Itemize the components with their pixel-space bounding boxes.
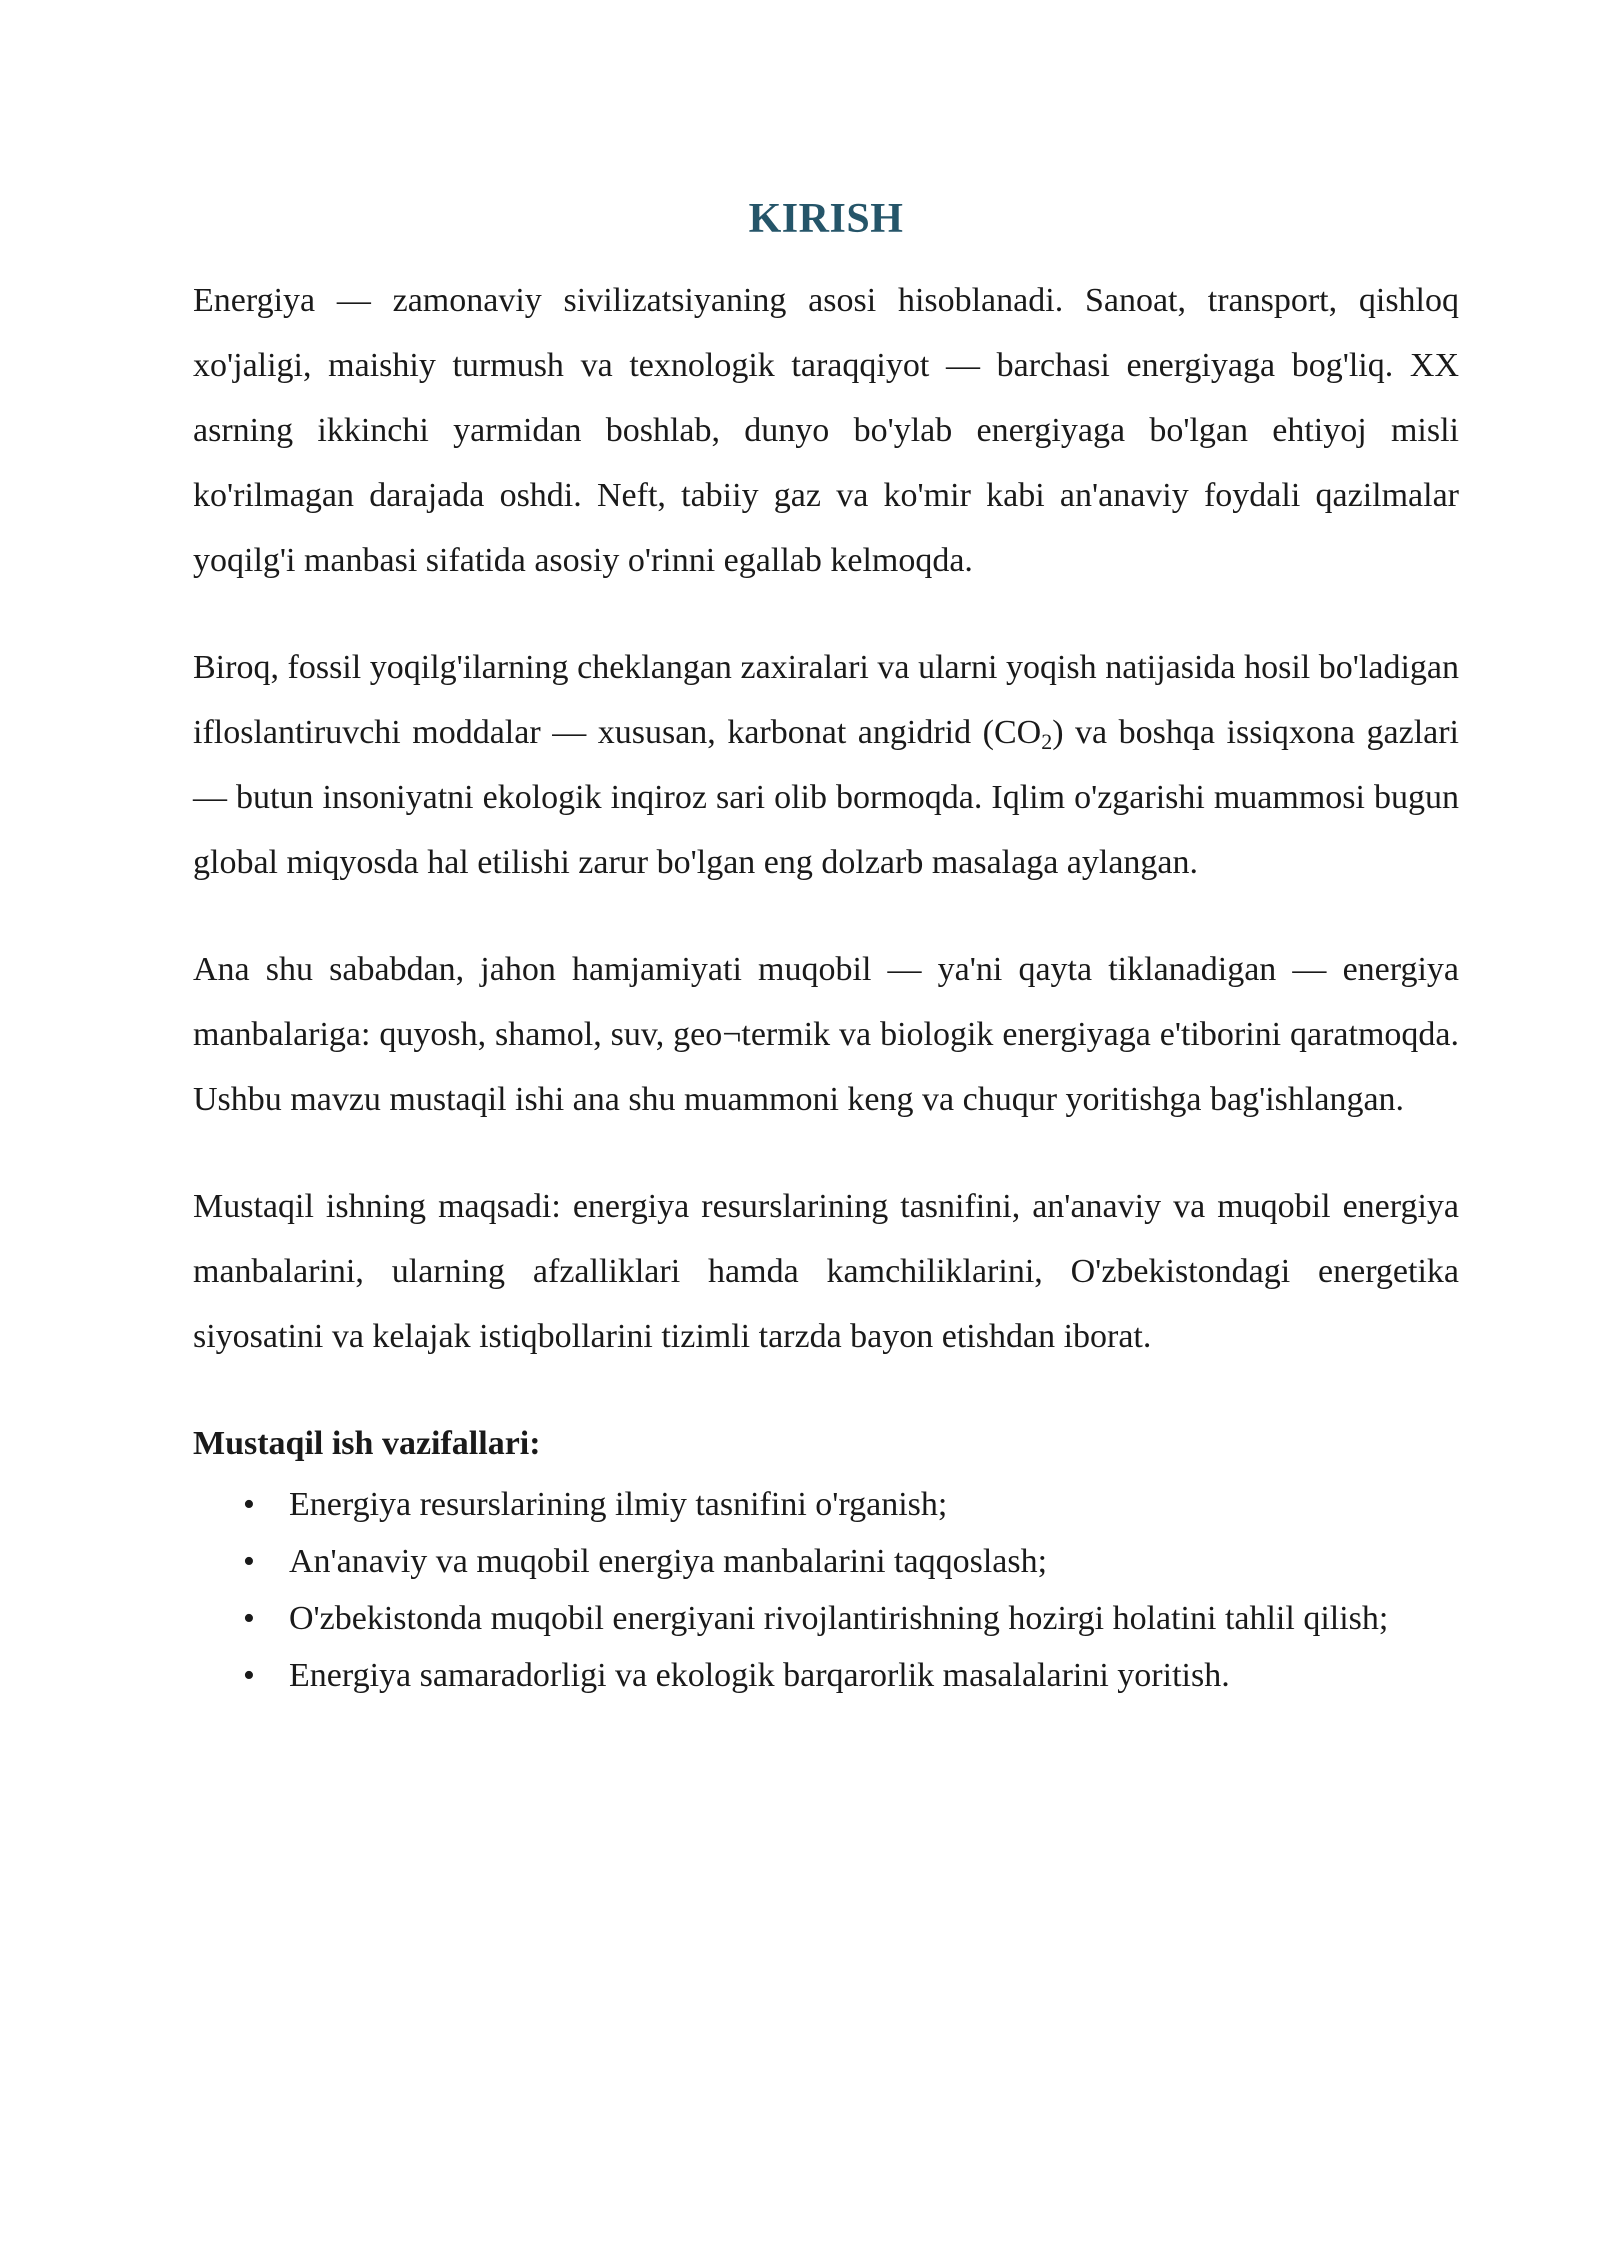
list-item (193, 1647, 1459, 1704)
bullet-icon: • (243, 1543, 255, 1580)
document-page (193, 190, 1459, 1704)
paragraph-intro: Energiya — zamonaviy sivilizatsiyaning asosi hisoblanadi. Sanoat, transport, qishloq xo'jaligi, maishiy turmush va texnologik taraqqiyot — barchasi energiyaga bog'liq. XX asrning ikkinchi yarmidan boshlab, dunyo bo'ylab energiyaga bo'lgan ehtiyoj misli ko'rilmagan darajada oshdi. Neft, tabiiy gaz va ko'mir kabi an'anaviy foydali qazilmalar yoqilg'i manbasi sifatida asosiy o'rinni egallab kelmoqda. (193, 282, 1459, 579)
task-text: Energiya resurslarining ilmiy tasnifini o'rganish; (289, 1486, 948, 1523)
bullet-icon: • (243, 1486, 255, 1523)
paragraph-fossil-fuels-part1: Biroq, fossil yoqilg'ilarning cheklangan zaxiralari va ularni yoqish natijasida hosil bo'ladigan ifloslantiruvchi moddalar — xususan, karbonat angidrid (CO (193, 649, 1459, 751)
list-item (193, 1590, 1459, 1647)
list-item (193, 1533, 1459, 1590)
task-text: An'anaviy va muqobil energiya manbalarini taqqoslash; (289, 1543, 1048, 1580)
paragraph-alternative-energy: Ana shu sababdan, jahon hamjamiyati muqobil — ya'ni qayta tiklanadigan — energiya manbalariga: quyosh, shamol, suv, geo¬termik va biologik energiyaga e'tiborini qaratmoqda. Ushbu mavzu mustaqil ishi ana shu muammoni keng va chuqur yoritishga bag'ishlangan. (193, 951, 1459, 1118)
page-title: KIRISH (748, 196, 904, 242)
bullet-icon: • (243, 1600, 255, 1637)
bullet-icon: • (243, 1657, 255, 1694)
co2-subscript: 2 (1041, 729, 1053, 754)
task-text: O'zbekistonda muqobil energiyani rivojlantirishning hozirgi holatini tahlil qilish; (289, 1600, 1389, 1637)
paragraph-fossil-fuels-part2: ) va boshqa issiqxona gazlari — butun insoniyatni ekologik inqiroz sari olib bormoqda. Iqlim o'zgarishi muammosi bugun global miqyosda hal etilishi zarur bo'lgan eng dolzarb masalaga aylangan. (193, 714, 1460, 881)
tasks-list (193, 1476, 1459, 1704)
task-text: Energiya samaradorligi va ekologik barqarorlik masalalarini yoritish. (289, 1657, 1230, 1694)
paragraph-fossil-fuels (193, 635, 1459, 895)
list-item (193, 1476, 1459, 1533)
paragraph-goal: Mustaqil ishning maqsadi: energiya resurslarining tasnifini, an'anaviy va muqobil energiya manbalarini, ularning afzalliklari hamda kamchiliklarini, O'zbekistondagi energetika siyosatini va kelajak istiqbollarini tizimli tarzda bayon etishdan iborat. (193, 1188, 1459, 1355)
tasks-heading: Mustaqil ish vazifallari: (193, 1425, 541, 1462)
